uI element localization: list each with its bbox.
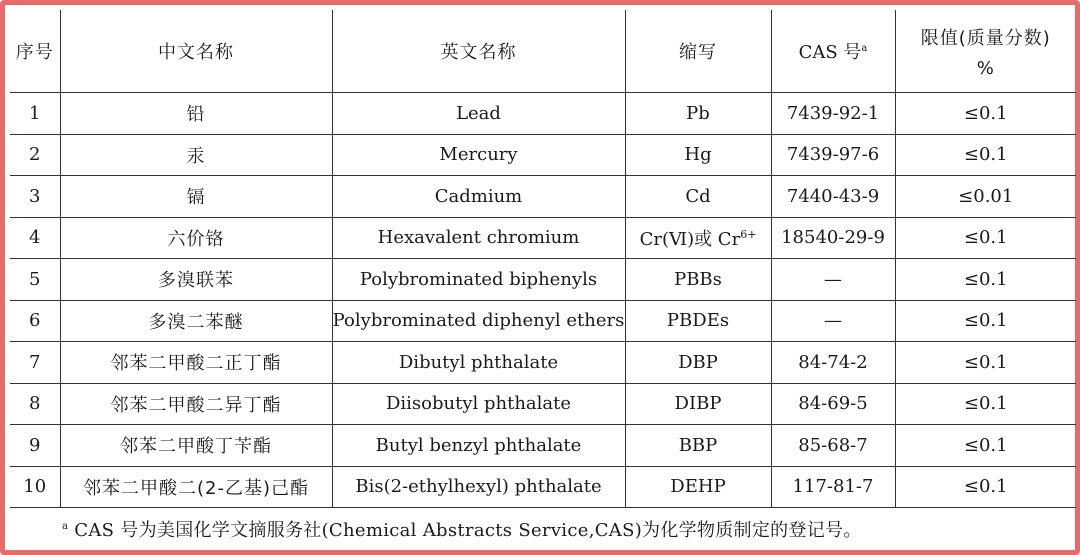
row-index: 9 bbox=[10, 425, 60, 467]
row-index: 4 bbox=[10, 217, 60, 259]
table-row bbox=[10, 425, 1076, 467]
table-row bbox=[10, 217, 1076, 259]
row-cas-number: — bbox=[771, 300, 895, 342]
table-row bbox=[10, 93, 1076, 135]
row-index: 7 bbox=[10, 342, 60, 384]
footnote-cell bbox=[10, 508, 1076, 551]
row-english-name: Hexavalent chromium bbox=[332, 217, 625, 259]
footnote-text: CAS 号为美国化学文摘服务社(Chemical Abstracts Service,CAS)为化学物质制定的登记号。 bbox=[74, 520, 862, 541]
row-cas-number: 7439-92-1 bbox=[771, 93, 895, 135]
table-row bbox=[10, 259, 1076, 301]
row-index: 5 bbox=[10, 259, 60, 301]
row-index: 6 bbox=[10, 300, 60, 342]
row-english-name: Polybrominated diphenyl ethers bbox=[332, 300, 625, 342]
footnote-marker: a bbox=[62, 521, 69, 532]
header-limit-label: 限值(质量分数) bbox=[920, 27, 1051, 49]
row-index: 1 bbox=[10, 93, 60, 135]
row-abbreviation: Cd bbox=[625, 176, 771, 218]
row-abbreviation: Hg bbox=[625, 134, 771, 176]
row-cas-number: — bbox=[771, 259, 895, 301]
row-limit: ≤0.1 bbox=[895, 342, 1076, 384]
table-row bbox=[10, 300, 1076, 342]
row-abbreviation bbox=[625, 217, 771, 259]
table-row bbox=[10, 176, 1076, 218]
header-cas-footnote-marker: a bbox=[861, 43, 868, 54]
row-abbreviation: Pb bbox=[625, 93, 771, 135]
header-limit-unit: % bbox=[976, 57, 995, 79]
header-abbreviation: 缩写 bbox=[625, 10, 771, 93]
row-chinese-name: 铅 bbox=[60, 93, 332, 135]
hazardous-substances-table bbox=[10, 10, 1076, 550]
row-english-name: Dibutyl phthalate bbox=[332, 342, 625, 384]
table-header-row bbox=[10, 10, 1076, 93]
row-chinese-name: 汞 bbox=[60, 134, 332, 176]
row-abbreviation: BBP bbox=[625, 425, 771, 467]
row-index: 8 bbox=[10, 383, 60, 425]
table-row bbox=[10, 134, 1076, 176]
row-chinese-name: 邻苯二甲酸二(2-乙基)己酯 bbox=[60, 466, 332, 508]
row-limit: ≤0.1 bbox=[895, 259, 1076, 301]
table-body bbox=[10, 93, 1076, 508]
row-abbreviation: DIBP bbox=[625, 383, 771, 425]
row-chinese-name: 六价铬 bbox=[60, 217, 332, 259]
row-chinese-name: 邻苯二甲酸丁苄酯 bbox=[60, 425, 332, 467]
header-index: 序号 bbox=[10, 10, 60, 93]
row-abbreviation-text: Cr(Ⅵ)或 Cr bbox=[639, 228, 741, 250]
header-english-name: 英文名称 bbox=[332, 10, 625, 93]
row-index: 3 bbox=[10, 176, 60, 218]
row-english-name: Lead bbox=[332, 93, 625, 135]
row-limit: ≤0.1 bbox=[895, 93, 1076, 135]
row-cas-number: 7440-43-9 bbox=[771, 176, 895, 218]
table-row bbox=[10, 342, 1076, 384]
row-cas-number: 7439-97-6 bbox=[771, 134, 895, 176]
row-index: 2 bbox=[10, 134, 60, 176]
row-limit: ≤0.1 bbox=[895, 425, 1076, 467]
header-chinese-name: 中文名称 bbox=[60, 10, 332, 93]
row-chinese-name: 多溴联苯 bbox=[60, 259, 332, 301]
table-row bbox=[10, 383, 1076, 425]
footnote-row bbox=[10, 508, 1076, 551]
row-limit: ≤0.1 bbox=[895, 383, 1076, 425]
header-cas-label: CAS 号 bbox=[798, 42, 862, 63]
row-english-name: Diisobutyl phthalate bbox=[332, 383, 625, 425]
row-limit: ≤0.01 bbox=[895, 176, 1076, 218]
row-english-name: Cadmium bbox=[332, 176, 625, 218]
row-limit: ≤0.1 bbox=[895, 217, 1076, 259]
row-english-name: Mercury bbox=[332, 134, 625, 176]
row-abbreviation: PBBs bbox=[625, 259, 771, 301]
row-english-name: Polybrominated biphenyls bbox=[332, 259, 625, 301]
header-limit bbox=[895, 10, 1076, 93]
row-limit: ≤0.1 bbox=[895, 134, 1076, 176]
row-abbreviation: DBP bbox=[625, 342, 771, 384]
row-chinese-name: 多溴二苯醚 bbox=[60, 300, 332, 342]
row-limit: ≤0.1 bbox=[895, 466, 1076, 508]
row-cas-number: 18540-29-9 bbox=[771, 217, 895, 259]
row-abbreviation: PBDEs bbox=[625, 300, 771, 342]
row-limit: ≤0.1 bbox=[895, 300, 1076, 342]
row-abbreviation: DEHP bbox=[625, 466, 771, 508]
row-abbreviation-superscript: 6+ bbox=[740, 227, 757, 241]
header-cas bbox=[771, 10, 895, 93]
row-chinese-name: 镉 bbox=[60, 176, 332, 218]
row-cas-number: 85-68-7 bbox=[771, 425, 895, 467]
row-cas-number: 84-69-5 bbox=[771, 383, 895, 425]
row-english-name: Butyl benzyl phthalate bbox=[332, 425, 625, 467]
row-chinese-name: 邻苯二甲酸二异丁酯 bbox=[60, 383, 332, 425]
row-cas-number: 117-81-7 bbox=[771, 466, 895, 508]
row-index: 10 bbox=[10, 466, 60, 508]
table-row bbox=[10, 466, 1076, 508]
row-english-name: Bis(2-ethylhexyl) phthalate bbox=[332, 466, 625, 508]
row-chinese-name: 邻苯二甲酸二正丁酯 bbox=[60, 342, 332, 384]
row-cas-number: 84-74-2 bbox=[771, 342, 895, 384]
